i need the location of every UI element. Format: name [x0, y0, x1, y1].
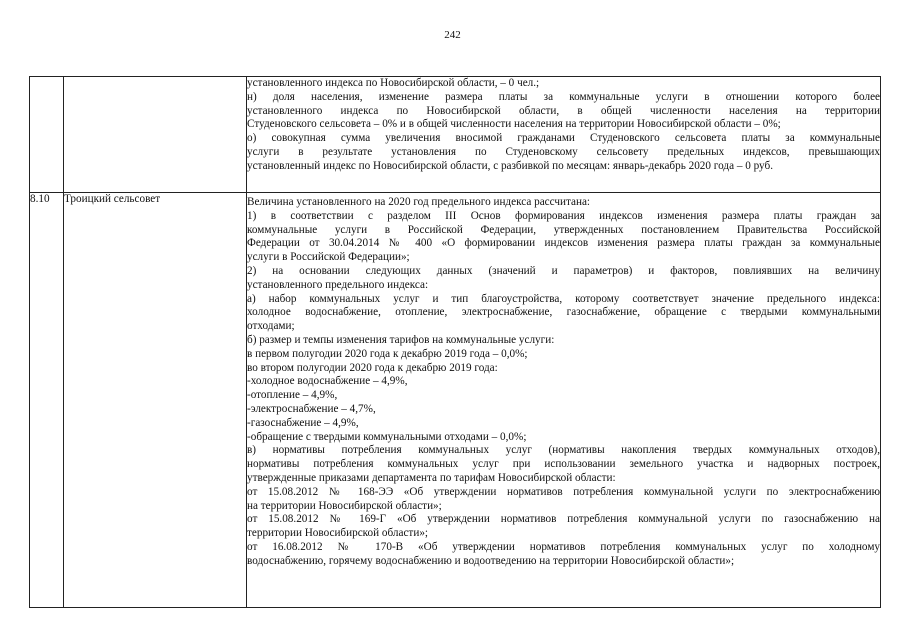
text-line: на территории Новосибирской области»;: [247, 499, 442, 512]
table-row: [30, 193, 881, 608]
text-line: 2) на основании следующих данных (значений и параметров) и факторов, повлиявших на величину: [247, 264, 880, 277]
text-line: в) нормативы потребления коммунальных услуг (нормативы накопления твердых коммунальных отходов),: [247, 444, 880, 457]
text-line: услуги в Российской Федерации»;: [247, 251, 410, 264]
text-line: а) набор коммунальных услуг и тип благоустройства, которому соответствует значение предельного индекса:: [247, 292, 880, 305]
text-line: услуги в результате установления по Студеновскому сельсовету предельных индексов, превышающих: [247, 145, 880, 158]
text-line: установленного предельного индекса:: [247, 278, 429, 291]
municipality-name-cell: [64, 77, 247, 193]
text-line: нормативы потребления коммунальных услуг при использовании земельного участка и надворных построек,: [247, 458, 880, 471]
text-line: установленного индекса по Новосибирской области, в общей численности населения на территории: [247, 104, 880, 117]
text-line: -электроснабжение – 4,7%,: [247, 402, 376, 415]
text-line: б) размер и темпы изменения тарифов на коммунальные услуги:: [247, 333, 555, 346]
table-body: [30, 77, 881, 608]
text-line: установленный индекс по Новосибирской области, с разбивкой по месяцам: январь-декабрь 2020 года – 0 руб.: [247, 159, 773, 172]
text-line: -обращение с твердыми коммунальными отходами – 0,0%;: [247, 430, 527, 443]
text-line: в первом полугодии 2020 года к декабрю 2019 года – 0,0%;: [247, 347, 528, 360]
text-line: холодное водоснабжение, отопление, электроснабжение, газоснабжение, обращение с твердыми коммунальными: [247, 306, 880, 319]
text-line: во втором полугодии 2020 года к декабрю 2019 года:: [247, 361, 498, 374]
description-cell: [247, 193, 881, 608]
text-line: от 15.08.2012 № 168-ЭЭ «Об утверждении нормативов потребления коммунальной услуги по электроснабжению: [247, 485, 880, 498]
text-line: -холодное водоснабжение – 4,9%,: [247, 375, 408, 388]
text-line: Величина установленного на 2020 год предельного индекса рассчитана:: [247, 196, 591, 208]
table-row: [30, 77, 881, 193]
text-line: территории Новосибирской области»;: [247, 527, 429, 540]
text-line: о) совокупная сумма увеличения вносимой гражданами Студеновского сельсовета платы за коммунальные: [247, 132, 880, 145]
municipality-name-cell: Троицкий сельсовет: [64, 193, 247, 608]
text-line: Федерации от 30.04.2014 № 400 «О формировании индексов изменения размера платы граждан за коммунальные: [247, 237, 880, 250]
row-number-cell: 8.10: [30, 193, 64, 608]
text-line: Студеновского сельсовета – 0% и в общей численности населения на территории Новосибирской области – 0%;: [247, 118, 781, 131]
text-line: коммунальные услуги в Российской Федерации, утвержденных постановлением Правительства Российской: [247, 223, 880, 236]
text-line: -газоснабжение – 4,9%,: [247, 416, 359, 429]
text-line: водоснабжению, горячему водоснабжению и водоотведению на территории Новосибирской области»;: [247, 554, 735, 567]
text-line: установленного индекса по Новосибирской области, – 0 чел.;: [247, 77, 540, 89]
text-line: н) доля населения, изменение размера платы за коммунальные услуги в отношении которого более: [247, 90, 880, 103]
text-line: от 16.08.2012 № 170-В «Об утверждении нормативов потребления коммунальных услуг по холодному: [247, 540, 880, 553]
row-number-cell: [30, 77, 64, 193]
description-cell: [247, 77, 881, 193]
page-number: 242: [444, 29, 461, 41]
regulation-table: [29, 76, 881, 608]
text-line: -отопление – 4,9%,: [247, 389, 338, 402]
text-line: утвержденные приказами департамента по тарифам Новосибирской области:: [247, 471, 616, 484]
text-line: 1) в соответствии с разделом III Основ формирования индексов изменения размера платы граждан за: [247, 209, 880, 222]
text-line: от 15.08.2012 № 169-Г «Об утверждении нормативов потребления коммунальной услуги по газоснабжению на: [247, 513, 880, 526]
text-line: отходами;: [247, 320, 295, 333]
